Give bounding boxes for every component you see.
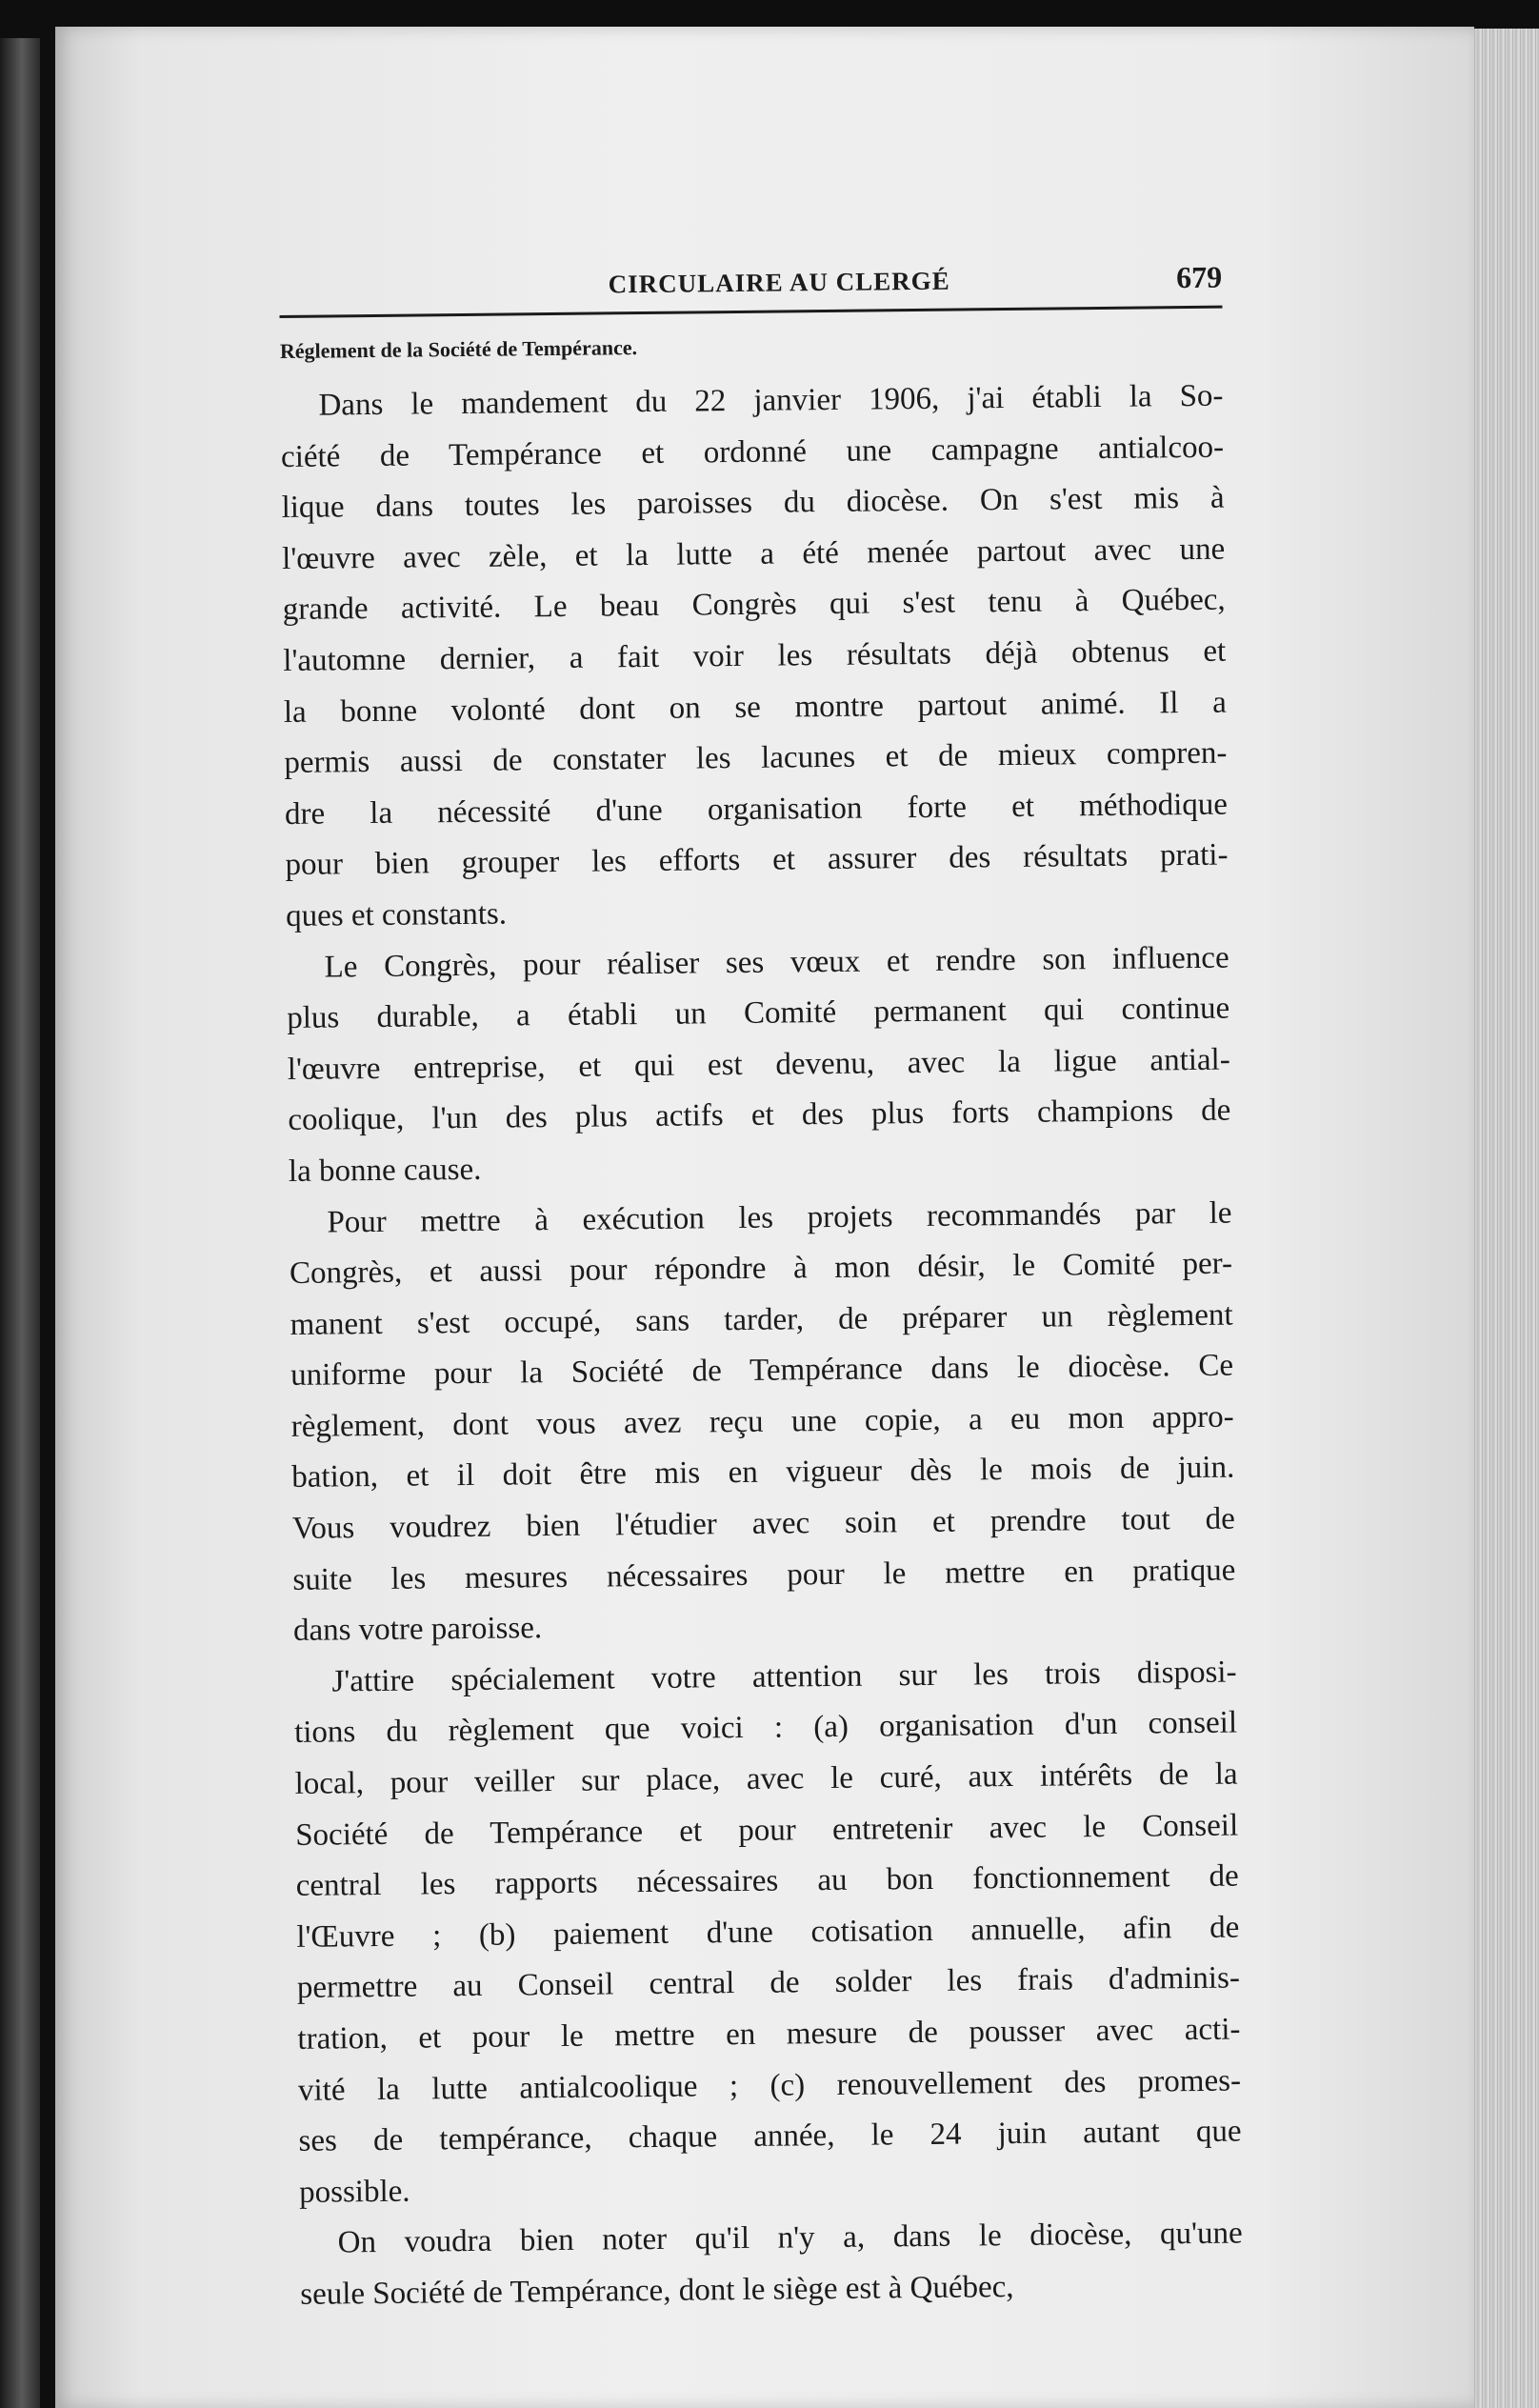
text-line: la bonne cause. [288, 1152, 482, 1189]
book-page [55, 27, 1474, 2408]
text-line: seule Société de Tempérance, dont le siège est à Québec, [300, 2270, 1014, 2312]
text-line: l'œuvre avec zèle, et la lutte a été menée partout avec une [281, 532, 1226, 576]
page-header [279, 260, 1222, 318]
text-line: ses de tempérance, chaque année, le 24 juin autant que [298, 2114, 1242, 2159]
text-line: grande activité. Le beau Congrès qui s'est tenu à Québec, [282, 582, 1226, 628]
body-text [280, 371, 1243, 2321]
text-line: vité la lutte antialcoolique ; (c) renouvellement des promes- [297, 2063, 1242, 2108]
paragraph [280, 371, 1229, 943]
page-number: 679 [1175, 259, 1223, 295]
text-line: Société de Tempérance et pour entretenir avec le Conseil [295, 1808, 1239, 1853]
text-line: manent s'est occupé, sans tarder, de préparer un règlement [290, 1297, 1233, 1342]
text-line: local, pour veiller sur place, avec le curé, aux intérêts de la [294, 1756, 1238, 1801]
text-line: la bonne volonté dont on se montre partout animé. Il a [283, 685, 1227, 730]
text-line: permettre au Conseil central de solder les frais d'adminis- [296, 1960, 1241, 2006]
text-line: tration, et pour le mettre en mesure de pousser avec acti- [297, 2012, 1241, 2057]
text-line: ques et constants. [285, 896, 508, 933]
text-line: Dans le mandement du 22 janvier 1906, j'ai établi la So- [318, 378, 1224, 423]
text-line: On voudra bien noter qu'il n'y a, dans le diocèse, qu'une [337, 2216, 1243, 2260]
text-line: dre la nécessité d'une organisation forte et méthodique [284, 787, 1229, 832]
text-line: Congrès, et aussi pour répondre à mon désir, le Comité per- [289, 1246, 1233, 1292]
text-line: Vous voudrez bien l'étudier avec soin et prendre tout de [291, 1501, 1235, 1546]
paragraph [289, 1188, 1236, 1657]
text-line: l'Œuvre ; (b) paiement d'une cotisation annuelle, afin de [296, 1910, 1240, 1955]
text-line: règlement, dont vous avez reçu une copie, a eu mon appro- [290, 1399, 1234, 1444]
paragraph [293, 1647, 1242, 2218]
text-line: suite les mesures nécessaires pour le mettre en pratique [292, 1553, 1236, 1597]
text-line: central les rapports nécessaires au bon fonctionnement de [295, 1858, 1239, 1904]
text-line: tions du règlement que voici : (a) organisation d'un conseil [293, 1705, 1238, 1751]
text-line: J'attire spécialement votre attention sur les trois disposi- [331, 1655, 1237, 1699]
paragraph [286, 933, 1231, 1197]
text-line: bation, et il doit être mis en vigueur dès le mois de juin. [291, 1451, 1235, 1495]
text-line: plus durable, a établi un Comité permanent qui continue [287, 991, 1230, 1036]
text-line: coolique, l'un des plus actifs et des plus forts champions de [288, 1093, 1231, 1138]
text-line: pour bien grouper les efforts et assurer des résultats prati- [285, 837, 1229, 883]
text-line: Le Congrès, pour réaliser ses vœux et rendre son influence [324, 940, 1229, 985]
text-line: permis aussi de constater les lacunes et de mieux compren- [284, 735, 1228, 781]
text-line: uniforme pour la Société de Tempérance dans le diocèse. Ce [290, 1348, 1234, 1394]
paragraph [299, 2209, 1243, 2321]
text-line: l'œuvre entreprise, et qui est devenu, avec la ligue antial- [287, 1042, 1230, 1087]
adjacent-page-edge [0, 38, 40, 2408]
text-line: l'automne dernier, a fait voir les résultats déjà obtenus et [283, 633, 1227, 678]
text-line: possible. [298, 2174, 410, 2210]
page-content [279, 260, 1243, 2321]
text-line: Pour mettre à exécution les projets recommandés par le [327, 1195, 1232, 1240]
text-line: ciété de Tempérance et ordonné une campagne antialcoo- [280, 430, 1225, 474]
section-title: Réglement de la Société de Tempérance. [279, 335, 638, 363]
running-head: CIRCULAIRE AU CLERGÉ [608, 266, 950, 299]
text-line: dans votre paroisse. [292, 1611, 543, 1649]
text-line: lique dans toutes les paroisses du diocèse. On s'est mis à [281, 480, 1225, 526]
